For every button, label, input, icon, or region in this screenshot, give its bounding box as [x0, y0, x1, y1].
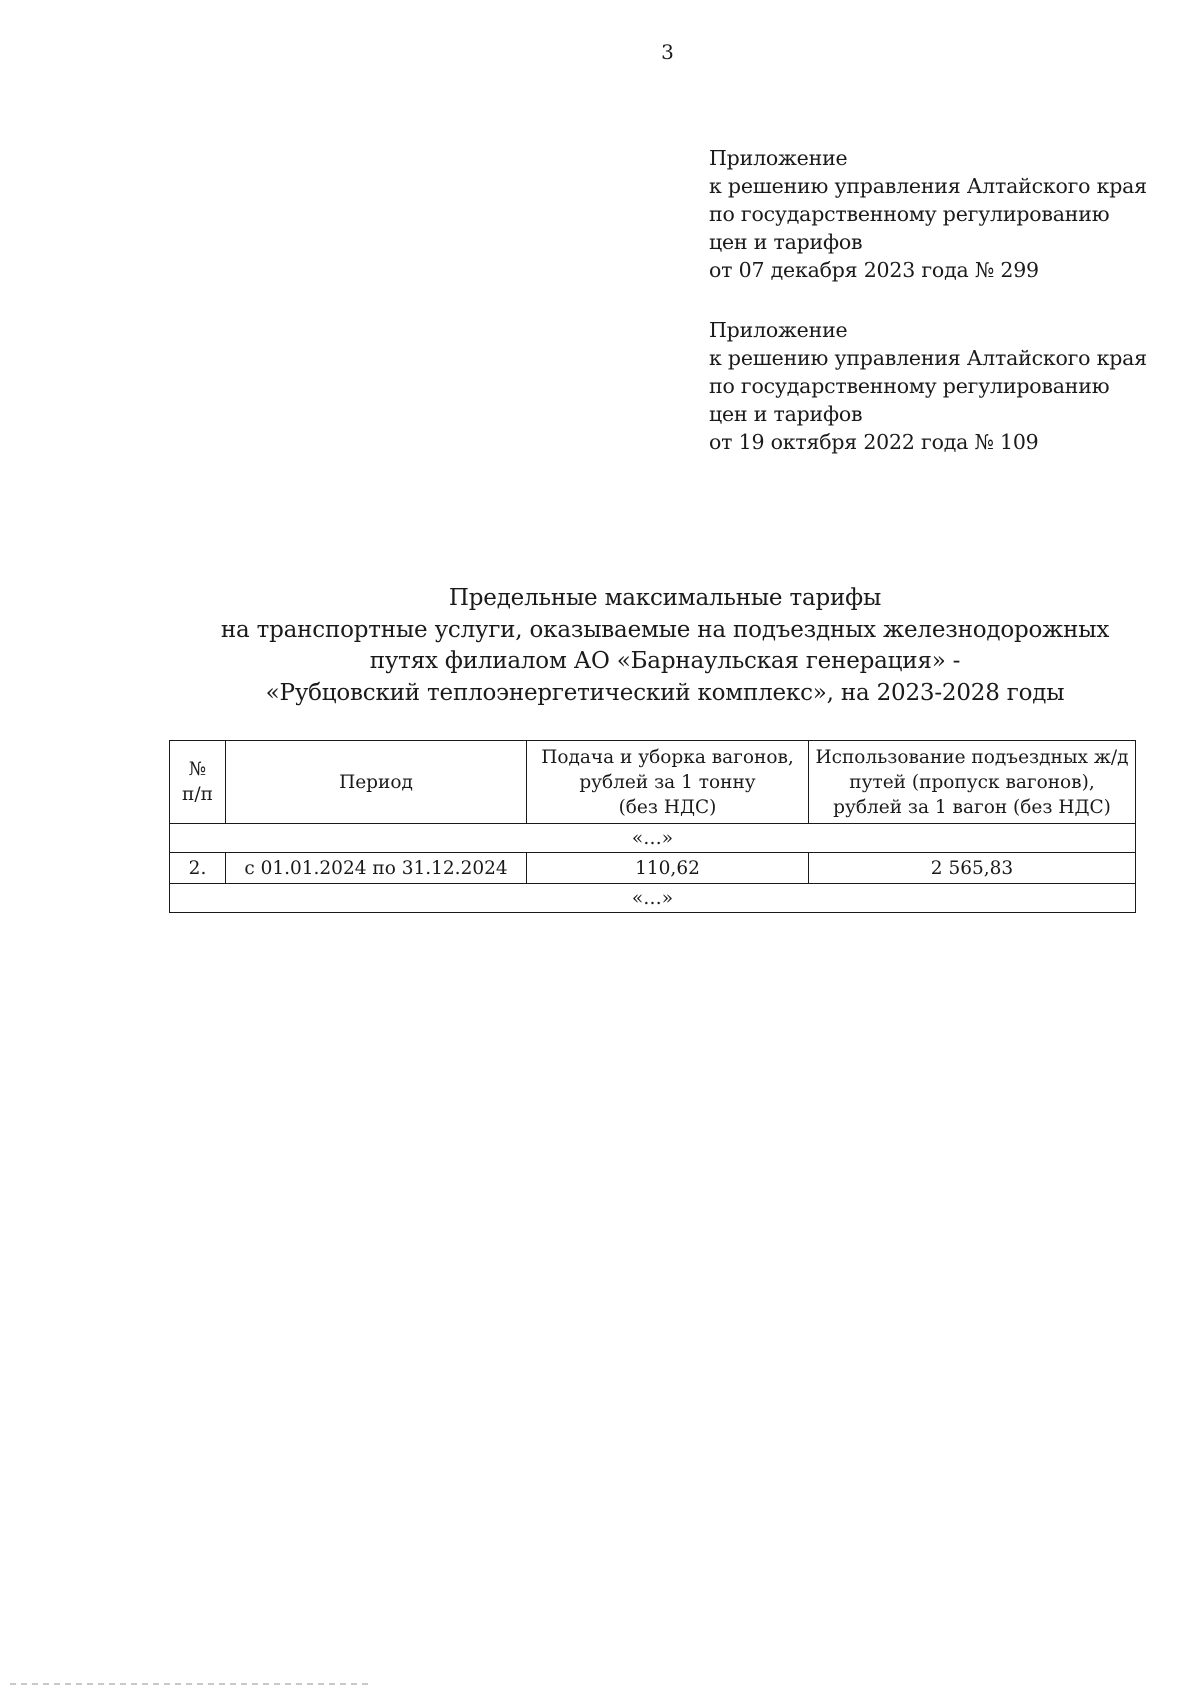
title-line: «Рубцовский теплоэнергетический комплекс», на 2023-2028 годы: [265, 679, 1065, 706]
header-supply-removal: Подача и уборка вагонов, рублей за 1 тонну (без НДС): [527, 741, 809, 824]
omitted-rows-marker: «…»: [170, 824, 1136, 853]
cell-supply-tariff: 110,62: [527, 853, 809, 884]
annex-line: к решению управления Алтайского края: [709, 174, 1147, 198]
header-track-usage: Использование подъездных ж/д путей (пропуск вагонов), рублей за 1 вагон (без НДС): [809, 741, 1136, 824]
document-title: [150, 583, 1180, 709]
header-period: Период: [226, 741, 527, 824]
annex-line: по государственному регулированию: [709, 202, 1110, 226]
annex-line: к решению управления Алтайского края: [709, 346, 1147, 370]
title-line: путях филиалом АО «Барнаульская генерация» -: [369, 648, 961, 674]
tariff-table: [169, 740, 1136, 913]
cell-number: 2.: [170, 853, 226, 884]
cell-period: с 01.01.2024 по 31.12.2024: [226, 853, 527, 884]
annex-line: Приложение: [709, 318, 848, 342]
table-header-row: [170, 741, 1136, 824]
annex-line: цен и тарифов: [709, 402, 863, 426]
title-line: на транспортные услуги, оказываемые на подъездных железнодорожных: [220, 616, 1110, 643]
table-row: [170, 853, 1136, 884]
cell-usage-tariff: 2 565,83: [809, 853, 1136, 884]
annex-line: от 19 октября 2022 года № 109: [709, 430, 1039, 454]
table-row-omitted: [170, 884, 1136, 913]
header-number: № п/п: [170, 741, 226, 824]
annex-line: от 07 декабря 2023 года № 299: [709, 258, 1039, 282]
title-line: Предельные максимальные тарифы: [448, 585, 882, 611]
annex-previous-reference: [709, 316, 1147, 456]
annex-line: по государственному регулированию: [709, 374, 1110, 398]
table-row-omitted: [170, 824, 1136, 853]
scan-artifact-line: [10, 1683, 370, 1685]
annex-line: Приложение: [709, 146, 848, 170]
page-number: 3: [661, 40, 674, 64]
annex-line: цен и тарифов: [709, 230, 863, 254]
annex-current-reference: [709, 144, 1147, 284]
omitted-rows-marker: «…»: [170, 884, 1136, 913]
